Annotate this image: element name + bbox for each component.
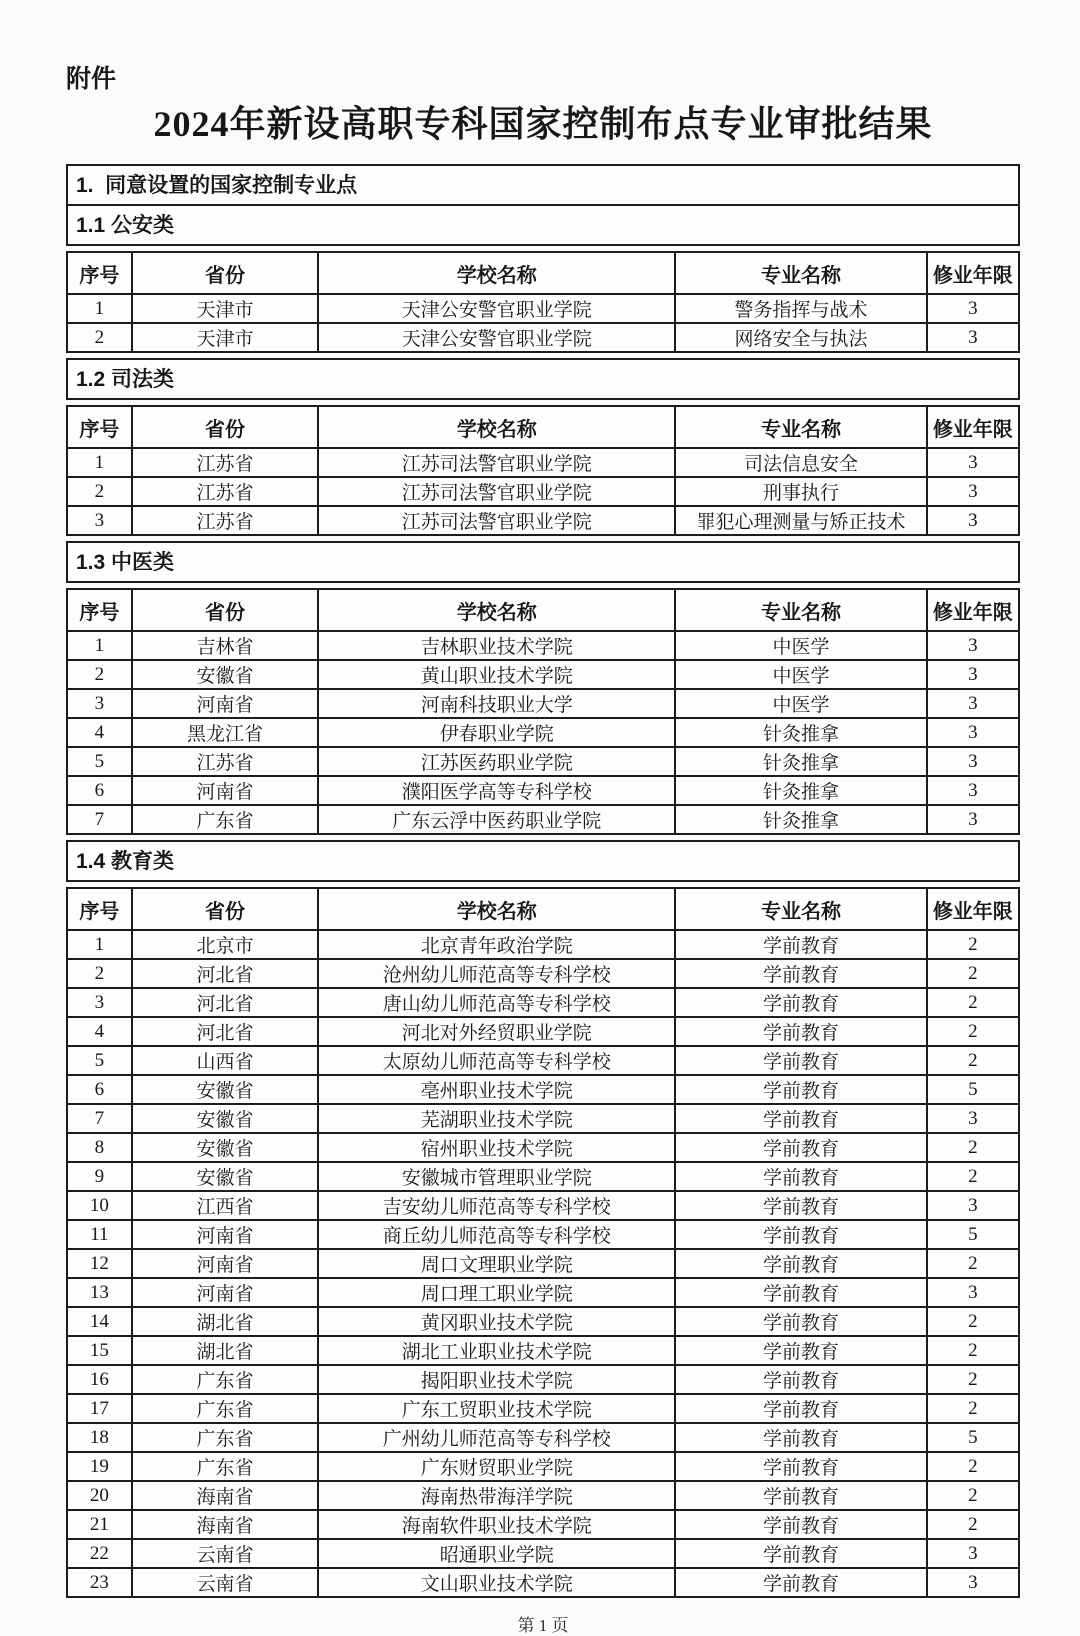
table-cell: 1	[67, 631, 132, 660]
table-cell: 天津市	[132, 294, 319, 323]
table-row	[67, 1365, 1019, 1394]
table-cell: 学前教育	[675, 988, 926, 1017]
table-cell: 黑龙江省	[132, 718, 319, 747]
table-row	[67, 1191, 1019, 1220]
table-cell: 2	[927, 1162, 1019, 1191]
column-header: 序号	[67, 589, 132, 631]
column-header: 修业年限	[927, 589, 1019, 631]
table-cell: 3	[67, 689, 132, 718]
attachment-label: 附件	[66, 65, 117, 93]
table-cell: 学前教育	[675, 1307, 926, 1336]
table-cell: 3	[927, 718, 1019, 747]
table-cell: 吉安幼儿师范高等专科学校	[318, 1191, 675, 1220]
table-cell: 广东省	[132, 1394, 319, 1423]
table-cell: 广东财贸职业学院	[318, 1452, 675, 1481]
table-cell: 宿州职业技术学院	[318, 1133, 675, 1162]
table-cell: 广州幼儿师范高等专科学校	[318, 1423, 675, 1452]
table-header-row	[67, 888, 1019, 930]
table-row	[67, 1249, 1019, 1278]
table-cell: 学前教育	[675, 1452, 926, 1481]
table-cell: 安徽省	[132, 1133, 319, 1162]
table-cell: 学前教育	[675, 1162, 926, 1191]
table-cell: 21	[67, 1510, 132, 1539]
table-cell: 北京市	[132, 930, 319, 959]
table-cell: 周口文理职业学院	[318, 1249, 675, 1278]
table-cell: 河南省	[132, 689, 319, 718]
subsection-heading-block	[66, 541, 1020, 583]
table-row	[67, 1104, 1019, 1133]
table-cell: 学前教育	[675, 1510, 926, 1539]
table-cell: 20	[67, 1481, 132, 1510]
table-cell: 学前教育	[675, 1423, 926, 1452]
table-row	[67, 660, 1019, 689]
table-cell: 2	[927, 1336, 1019, 1365]
table-cell: 3	[927, 805, 1019, 834]
table-row	[67, 1481, 1019, 1510]
table-cell: 河北省	[132, 988, 319, 1017]
table-cell: 学前教育	[675, 1046, 926, 1075]
table-cell: 2	[927, 1452, 1019, 1481]
table-row	[67, 959, 1019, 988]
table-cell: 广东省	[132, 805, 319, 834]
table-row	[67, 1394, 1019, 1423]
table-cell: 3	[927, 1104, 1019, 1133]
table-cell: 黄山职业技术学院	[318, 660, 675, 689]
table-cell: 针灸推拿	[675, 805, 926, 834]
table-row	[67, 1539, 1019, 1568]
table-cell: 山西省	[132, 1046, 319, 1075]
table-cell: 刑事执行	[675, 477, 926, 506]
table-cell: 5	[67, 747, 132, 776]
table-cell: 15	[67, 1336, 132, 1365]
table-cell: 3	[927, 448, 1019, 477]
table-cell: 2	[67, 660, 132, 689]
table-row	[67, 1568, 1019, 1597]
table-cell: 河北对外经贸职业学院	[318, 1017, 675, 1046]
table-cell: 11	[67, 1220, 132, 1249]
table-cell: 广东省	[132, 1365, 319, 1394]
table-cell: 4	[67, 1017, 132, 1046]
table-cell: 中医学	[675, 631, 926, 660]
table-cell: 中医学	[675, 660, 926, 689]
table-cell: 13	[67, 1278, 132, 1307]
column-header: 省份	[132, 252, 319, 294]
table-row	[67, 1162, 1019, 1191]
table-cell: 23	[67, 1568, 132, 1597]
table-cell: 学前教育	[675, 1539, 926, 1568]
table-cell: 22	[67, 1539, 132, 1568]
table-row	[67, 776, 1019, 805]
table-header-row	[67, 406, 1019, 448]
table-cell: 广东云浮中医药职业学院	[318, 805, 675, 834]
table-cell: 4	[67, 718, 132, 747]
table-cell: 河南省	[132, 1249, 319, 1278]
table-cell: 罪犯心理测量与矫正技术	[675, 506, 926, 535]
table-cell: 河南省	[132, 1278, 319, 1307]
table-cell: 文山职业技术学院	[318, 1568, 675, 1597]
table-cell: 2	[927, 930, 1019, 959]
table-cell: 3	[67, 988, 132, 1017]
table-cell: 江苏省	[132, 747, 319, 776]
table-cell: 5	[927, 1423, 1019, 1452]
table-cell: 2	[67, 959, 132, 988]
table-cell: 天津市	[132, 323, 319, 352]
table-cell: 安徽城市管理职业学院	[318, 1162, 675, 1191]
table-row	[67, 805, 1019, 834]
table-row	[67, 1075, 1019, 1104]
table-cell: 9	[67, 1162, 132, 1191]
table-cell: 3	[927, 1191, 1019, 1220]
table-cell: 海南省	[132, 1481, 319, 1510]
table-cell: 3	[67, 506, 132, 535]
table-cell: 1	[67, 294, 132, 323]
table-cell: 安徽省	[132, 660, 319, 689]
table-cell: 学前教育	[675, 1249, 926, 1278]
table-cell: 2	[927, 1307, 1019, 1336]
table-cell: 河南省	[132, 776, 319, 805]
table-cell: 商丘幼儿师范高等专科学校	[318, 1220, 675, 1249]
table-cell: 2	[927, 1046, 1019, 1075]
table-cell: 江苏司法警官职业学院	[318, 506, 675, 535]
page-footer: 第 1 页	[517, 1616, 569, 1635]
table-cell: 学前教育	[675, 1394, 926, 1423]
table-cell: 2	[927, 1365, 1019, 1394]
table-cell: 2	[927, 988, 1019, 1017]
table-row	[67, 1220, 1019, 1249]
table-cell: 12	[67, 1249, 132, 1278]
table-cell: 学前教育	[675, 1075, 926, 1104]
table-cell: 2	[927, 1017, 1019, 1046]
table-row	[67, 294, 1019, 323]
table-row	[67, 631, 1019, 660]
table-cell: 19	[67, 1452, 132, 1481]
table-row	[67, 689, 1019, 718]
table-cell: 7	[67, 1104, 132, 1133]
table-row	[67, 477, 1019, 506]
column-header: 修业年限	[927, 252, 1019, 294]
table-cell: 亳州职业技术学院	[318, 1075, 675, 1104]
table-cell: 16	[67, 1365, 132, 1394]
table-row	[67, 1452, 1019, 1481]
table-cell: 2	[927, 1510, 1019, 1539]
table-cell: 17	[67, 1394, 132, 1423]
table-cell: 安徽省	[132, 1075, 319, 1104]
column-header: 序号	[67, 406, 132, 448]
table-row	[67, 930, 1019, 959]
table-cell: 3	[927, 1539, 1019, 1568]
table-cell: 3	[927, 660, 1019, 689]
subsection-heading: 1.4 教育类	[76, 850, 175, 873]
column-header: 省份	[132, 406, 319, 448]
table-cell: 10	[67, 1191, 132, 1220]
table-row	[67, 1133, 1019, 1162]
column-header: 序号	[67, 252, 132, 294]
table-cell: 江苏司法警官职业学院	[318, 448, 675, 477]
table-cell: 网络安全与执法	[675, 323, 926, 352]
table-cell: 2	[927, 1481, 1019, 1510]
table-cell: 3	[927, 689, 1019, 718]
table-cell: 天津公安警官职业学院	[318, 294, 675, 323]
column-header: 修业年限	[927, 406, 1019, 448]
table-cell: 海南软件职业技术学院	[318, 1510, 675, 1539]
table-cell: 安徽省	[132, 1104, 319, 1133]
column-header: 学校名称	[318, 252, 675, 294]
subsection-heading: 1.2 司法类	[76, 368, 175, 391]
table-row	[67, 1278, 1019, 1307]
table-cell: 周口理工职业学院	[318, 1278, 675, 1307]
table-cell: 3	[927, 1278, 1019, 1307]
table-cell: 学前教育	[675, 1365, 926, 1394]
section-table	[66, 405, 1020, 536]
table-cell: 河南省	[132, 1220, 319, 1249]
table-row	[67, 1336, 1019, 1365]
table-cell: 针灸推拿	[675, 776, 926, 805]
page-title: 2024年新设高职专科国家控制布点专业审批结果	[153, 104, 933, 144]
table-cell: 5	[67, 1046, 132, 1075]
table-cell: 学前教育	[675, 1133, 926, 1162]
table-cell: 广东工贸职业技术学院	[318, 1394, 675, 1423]
table-row	[67, 448, 1019, 477]
table-cell: 学前教育	[675, 1568, 926, 1597]
table-cell: 濮阳医学高等专科学校	[318, 776, 675, 805]
table-row	[67, 323, 1019, 352]
table-cell: 学前教育	[675, 959, 926, 988]
column-header: 省份	[132, 589, 319, 631]
column-header: 学校名称	[318, 589, 675, 631]
table-cell: 中医学	[675, 689, 926, 718]
table-cell: 7	[67, 805, 132, 834]
table-cell: 湖北省	[132, 1307, 319, 1336]
column-header: 专业名称	[675, 406, 926, 448]
table-cell: 学前教育	[675, 1336, 926, 1365]
table-cell: 揭阳职业技术学院	[318, 1365, 675, 1394]
table-cell: 6	[67, 776, 132, 805]
table-cell: 云南省	[132, 1539, 319, 1568]
table-cell: 5	[927, 1075, 1019, 1104]
table-row	[67, 1510, 1019, 1539]
table-cell: 2	[927, 1133, 1019, 1162]
table-cell: 针灸推拿	[675, 747, 926, 776]
table-cell: 学前教育	[675, 1104, 926, 1133]
table-cell: 学前教育	[675, 1017, 926, 1046]
table-cell: 3	[927, 294, 1019, 323]
table-cell: 河北省	[132, 1017, 319, 1046]
table-cell: 江苏省	[132, 448, 319, 477]
subsection-heading-1-1: 1.1 公安类	[68, 204, 1018, 244]
table-cell: 3	[927, 776, 1019, 805]
table-cell: 学前教育	[675, 1191, 926, 1220]
table-cell: 河北省	[132, 959, 319, 988]
table-cell: 唐山幼儿师范高等专科学校	[318, 988, 675, 1017]
column-header: 省份	[132, 888, 319, 930]
table-cell: 北京青年政治学院	[318, 930, 675, 959]
section-table	[66, 588, 1020, 835]
table-cell: 2	[927, 1249, 1019, 1278]
table-cell: 学前教育	[675, 1278, 926, 1307]
table-cell: 学前教育	[675, 1220, 926, 1249]
table-cell: 云南省	[132, 1568, 319, 1597]
table-cell: 6	[67, 1075, 132, 1104]
table-cell: 1	[67, 930, 132, 959]
column-header: 学校名称	[318, 888, 675, 930]
table-cell: 湖北工业职业技术学院	[318, 1336, 675, 1365]
table-cell: 2	[927, 1394, 1019, 1423]
table-cell: 黄冈职业技术学院	[318, 1307, 675, 1336]
table-cell: 2	[67, 323, 132, 352]
section-1-heading: 1. 同意设置的国家控制专业点	[76, 174, 358, 197]
table-cell: 3	[927, 323, 1019, 352]
column-header: 学校名称	[318, 406, 675, 448]
table-cell: 8	[67, 1133, 132, 1162]
sections-container	[66, 251, 1020, 1598]
section-table	[66, 251, 1020, 353]
table-row	[67, 1307, 1019, 1336]
subsection-heading-block	[66, 358, 1020, 400]
column-header: 专业名称	[675, 589, 926, 631]
table-cell: 江苏省	[132, 506, 319, 535]
table-row	[67, 506, 1019, 535]
table-cell: 江苏医药职业学院	[318, 747, 675, 776]
table-cell: 广东省	[132, 1452, 319, 1481]
table-cell: 沧州幼儿师范高等专科学校	[318, 959, 675, 988]
table-cell: 2	[927, 959, 1019, 988]
table-cell: 广东省	[132, 1423, 319, 1452]
table-cell: 安徽省	[132, 1162, 319, 1191]
table-cell: 江苏省	[132, 477, 319, 506]
table-cell: 2	[67, 477, 132, 506]
subsection-heading: 1.3 中医类	[76, 551, 175, 574]
table-cell: 河南科技职业大学	[318, 689, 675, 718]
table-row	[67, 1017, 1019, 1046]
table-cell: 司法信息安全	[675, 448, 926, 477]
table-row	[67, 718, 1019, 747]
table-cell: 3	[927, 631, 1019, 660]
table-header-row	[67, 589, 1019, 631]
section-table	[66, 887, 1020, 1598]
table-cell: 3	[927, 506, 1019, 535]
table-cell: 伊春职业学院	[318, 718, 675, 747]
table-cell: 14	[67, 1307, 132, 1336]
table-cell: 1	[67, 448, 132, 477]
table-cell: 18	[67, 1423, 132, 1452]
subsection-heading-block	[66, 840, 1020, 882]
table-cell: 3	[927, 477, 1019, 506]
table-cell: 海南热带海洋学院	[318, 1481, 675, 1510]
table-cell: 芜湖职业技术学院	[318, 1104, 675, 1133]
table-row	[67, 1423, 1019, 1452]
table-cell: 昭通职业学院	[318, 1539, 675, 1568]
table-cell: 3	[927, 747, 1019, 776]
table-cell: 太原幼儿师范高等专科学校	[318, 1046, 675, 1075]
table-cell: 江苏司法警官职业学院	[318, 477, 675, 506]
table-header-row	[67, 252, 1019, 294]
table-cell: 吉林省	[132, 631, 319, 660]
column-header: 专业名称	[675, 888, 926, 930]
column-header: 序号	[67, 888, 132, 930]
column-header: 修业年限	[927, 888, 1019, 930]
table-cell: 天津公安警官职业学院	[318, 323, 675, 352]
table-cell: 江西省	[132, 1191, 319, 1220]
table-cell: 学前教育	[675, 930, 926, 959]
table-cell: 警务指挥与战术	[675, 294, 926, 323]
table-cell: 5	[927, 1220, 1019, 1249]
table-cell: 湖北省	[132, 1336, 319, 1365]
table-cell: 海南省	[132, 1510, 319, 1539]
column-header: 专业名称	[675, 252, 926, 294]
table-cell: 吉林职业技术学院	[318, 631, 675, 660]
table-cell: 3	[927, 1568, 1019, 1597]
table-row	[67, 1046, 1019, 1075]
table-row	[67, 747, 1019, 776]
table-row	[67, 988, 1019, 1017]
table-cell: 针灸推拿	[675, 718, 926, 747]
section-heading-block	[66, 164, 1020, 246]
table-cell: 学前教育	[675, 1481, 926, 1510]
